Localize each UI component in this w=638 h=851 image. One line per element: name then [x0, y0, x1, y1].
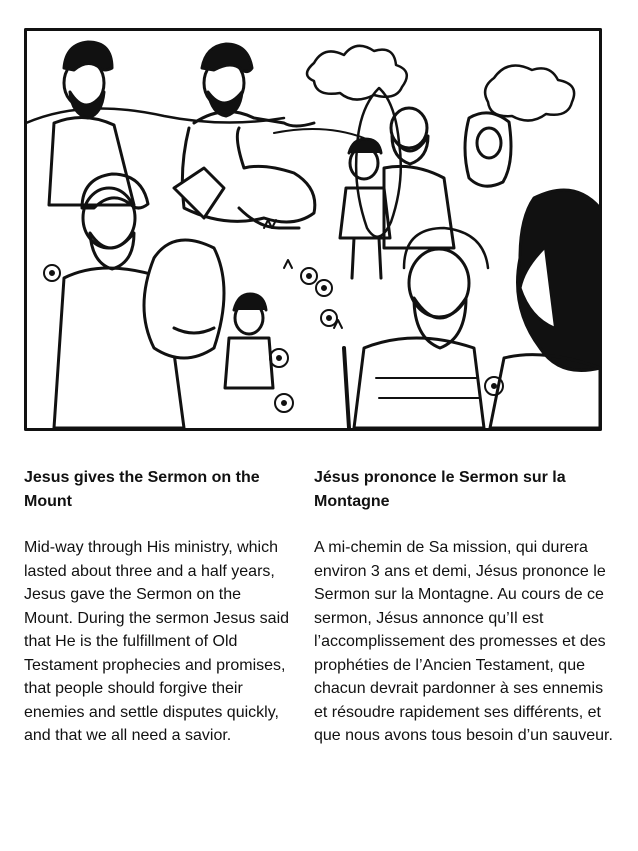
old-man-with-staff — [344, 228, 488, 428]
coloring-illustration — [24, 28, 616, 436]
dark-haired-man-right — [490, 190, 600, 428]
veiled-woman — [465, 113, 511, 186]
small-child — [225, 294, 273, 388]
cloud-right — [485, 66, 574, 121]
grass-tuft-2 — [334, 320, 342, 328]
hill-line-2 — [274, 129, 364, 138]
english-title: Jesus gives the Sermon on the Mount — [24, 469, 260, 510]
sermon-on-the-mount-drawing — [24, 28, 616, 436]
french-body: A mi-chemin de Sa mission, qui durera environ 3 ans et demi, Jésus prononce le Sermon sur la Montagne. Au cours de ce sermon, Jésus annonce qu’Il est l’accomplissement des promesses et des prophéties de l’Ancien Testament, que chacun devrait pardonner à ses ennemis et résoudre rapidement ses différents, et que nous avons tous besoin d’un sauveur. — [314, 539, 613, 744]
illustration-frame — [26, 30, 601, 430]
french-title: Jésus prononce le Sermon sur la Montagne — [314, 469, 566, 510]
english-body: Mid-way through His ministry, which lasted about three and a half years, Jesus gave the Sermon on the Mount. During the sermon Jesus said that He is the fulfillment of Old Testament prophecies and promises, that people should forgive their enemies and settle disputes quickly, and that we all need a savior. — [24, 539, 290, 744]
jesus-figure — [174, 44, 315, 228]
grass-tuft-3 — [284, 260, 292, 268]
french-column — [314, 466, 614, 748]
cloud-left — [307, 46, 407, 100]
english-column — [24, 466, 292, 748]
